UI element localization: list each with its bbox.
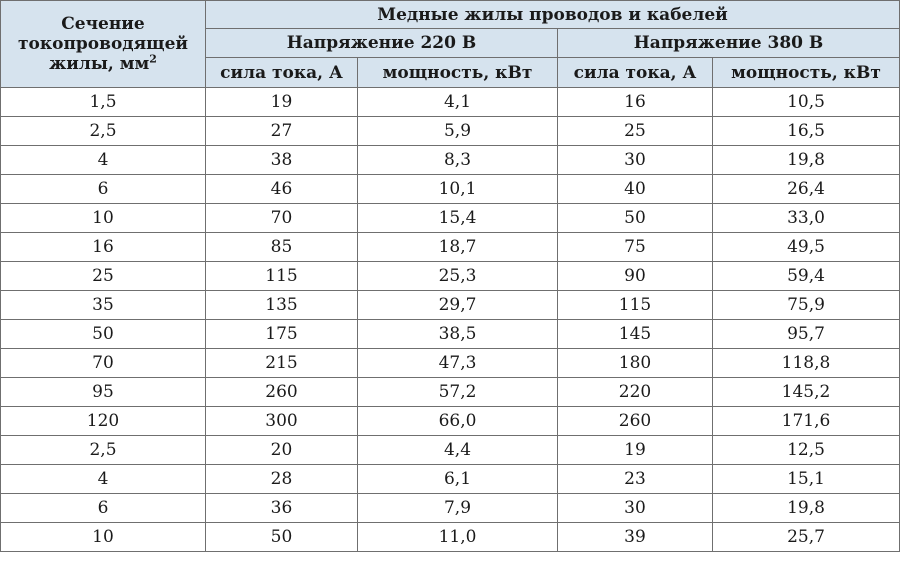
cell-power-380: 26,4	[713, 175, 900, 204]
table-row	[1, 407, 900, 436]
cell-power-220: 57,2	[358, 378, 558, 407]
cell-power-380: 49,5	[713, 233, 900, 262]
cell-power-380: 171,6	[713, 407, 900, 436]
table-row	[1, 378, 900, 407]
table-row	[1, 523, 900, 552]
cell-current-220: 38	[206, 146, 358, 175]
cell-current-220: 36	[206, 494, 358, 523]
cell-current-220: 50	[206, 523, 358, 552]
cell-power-220: 38,5	[358, 320, 558, 349]
cell-current-380: 19	[558, 436, 713, 465]
cell-current-220: 28	[206, 465, 358, 494]
cell-current-380: 40	[558, 175, 713, 204]
cell-power-220: 18,7	[358, 233, 558, 262]
cell-power-220: 6,1	[358, 465, 558, 494]
cell-power-220: 5,9	[358, 117, 558, 146]
cell-section: 95	[1, 378, 206, 407]
cell-current-380: 90	[558, 262, 713, 291]
cell-section: 4	[1, 465, 206, 494]
cell-section: 2,5	[1, 117, 206, 146]
cell-section: 50	[1, 320, 206, 349]
cell-power-380: 16,5	[713, 117, 900, 146]
cell-current-380: 30	[558, 146, 713, 175]
cell-current-220: 115	[206, 262, 358, 291]
cell-current-380: 23	[558, 465, 713, 494]
cell-current-380: 50	[558, 204, 713, 233]
cell-current-380: 16	[558, 88, 713, 117]
table-row	[1, 465, 900, 494]
table-row	[1, 233, 900, 262]
cell-power-220: 4,4	[358, 436, 558, 465]
table-row	[1, 494, 900, 523]
table-row	[1, 436, 900, 465]
cell-current-380: 75	[558, 233, 713, 262]
header-power-220: мощность, кВт	[358, 58, 558, 88]
header-current-220: сила тока, А	[206, 58, 358, 88]
header-section-sup: 2	[149, 52, 157, 66]
cell-section: 10	[1, 523, 206, 552]
header-current-380: сила тока, А	[558, 58, 713, 88]
cell-current-220: 85	[206, 233, 358, 262]
cell-power-380: 75,9	[713, 291, 900, 320]
header-voltage-220: Напряжение 220 В	[206, 29, 558, 58]
cell-current-380: 220	[558, 378, 713, 407]
cell-power-220: 47,3	[358, 349, 558, 378]
table-row	[1, 146, 900, 175]
cell-power-380: 19,8	[713, 146, 900, 175]
header-section-column	[1, 1, 206, 88]
table-row	[1, 117, 900, 146]
cell-power-220: 66,0	[358, 407, 558, 436]
cell-current-380: 25	[558, 117, 713, 146]
cell-current-380: 39	[558, 523, 713, 552]
header-power-380: мощность, кВт	[713, 58, 900, 88]
table-row	[1, 349, 900, 378]
cell-section: 1,5	[1, 88, 206, 117]
cell-power-220: 7,9	[358, 494, 558, 523]
table-row	[1, 204, 900, 233]
cell-power-220: 11,0	[358, 523, 558, 552]
cell-power-220: 4,1	[358, 88, 558, 117]
header-group-title: Медные жилы проводов и кабелей	[206, 1, 900, 29]
cell-section: 120	[1, 407, 206, 436]
cell-current-220: 19	[206, 88, 358, 117]
cell-power-220: 29,7	[358, 291, 558, 320]
cell-power-380: 59,4	[713, 262, 900, 291]
cell-current-220: 215	[206, 349, 358, 378]
table-row	[1, 262, 900, 291]
table-row	[1, 88, 900, 117]
cell-power-380: 118,8	[713, 349, 900, 378]
table-row	[1, 291, 900, 320]
table-body	[1, 88, 900, 552]
cell-power-220: 10,1	[358, 175, 558, 204]
cell-section: 2,5	[1, 436, 206, 465]
cell-power-380: 10,5	[713, 88, 900, 117]
header-section-label: Сечение токопроводящей жилы, мм	[17, 14, 189, 74]
cell-section: 35	[1, 291, 206, 320]
table-row	[1, 320, 900, 349]
table-header	[1, 1, 900, 88]
cell-power-380: 145,2	[713, 378, 900, 407]
cell-current-220: 70	[206, 204, 358, 233]
cell-power-380: 33,0	[713, 204, 900, 233]
cell-power-380: 15,1	[713, 465, 900, 494]
cell-power-220: 8,3	[358, 146, 558, 175]
cell-section: 6	[1, 175, 206, 204]
cell-power-220: 15,4	[358, 204, 558, 233]
cell-section: 6	[1, 494, 206, 523]
cell-current-220: 300	[206, 407, 358, 436]
cell-section: 25	[1, 262, 206, 291]
cell-section: 10	[1, 204, 206, 233]
cell-current-220: 135	[206, 291, 358, 320]
cell-current-380: 180	[558, 349, 713, 378]
cell-current-220: 27	[206, 117, 358, 146]
header-voltage-380: Напряжение 380 В	[558, 29, 900, 58]
cell-current-380: 260	[558, 407, 713, 436]
cell-current-220: 20	[206, 436, 358, 465]
cell-current-380: 115	[558, 291, 713, 320]
cell-current-380: 30	[558, 494, 713, 523]
cell-power-220: 25,3	[358, 262, 558, 291]
cell-section: 70	[1, 349, 206, 378]
cell-section: 4	[1, 146, 206, 175]
cell-current-220: 260	[206, 378, 358, 407]
cell-power-380: 25,7	[713, 523, 900, 552]
table-row	[1, 175, 900, 204]
cell-power-380: 12,5	[713, 436, 900, 465]
cell-section: 16	[1, 233, 206, 262]
cell-current-380: 145	[558, 320, 713, 349]
cell-current-220: 46	[206, 175, 358, 204]
cell-current-220: 175	[206, 320, 358, 349]
cell-power-380: 95,7	[713, 320, 900, 349]
cell-power-380: 19,8	[713, 494, 900, 523]
